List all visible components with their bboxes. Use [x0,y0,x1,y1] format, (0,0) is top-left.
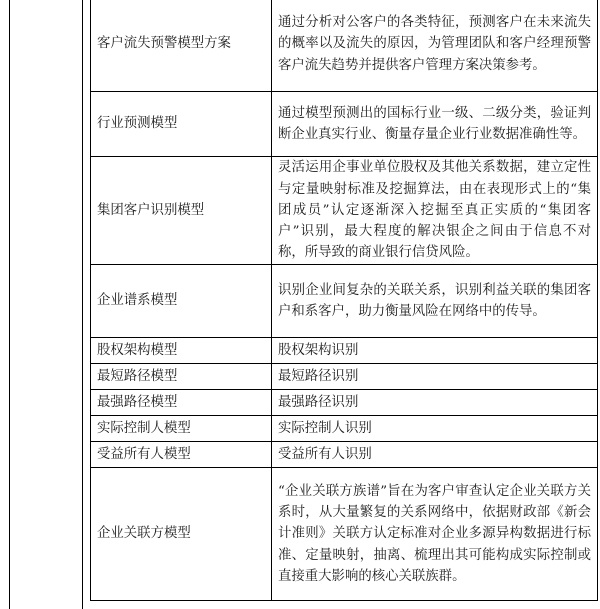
model-name: 股权架构模型 [91,338,272,364]
model-description: 灵活运用企事业单位股权及其他关系数据，建立定性与定量映射标准及挖掘算法，由在表现形式上的“集团成员”认定逐渐深入挖掘至真正实质的“集团客户”识别，最大程度的解决银企之间由于信息不对称，所导致的商业银行信贷风险。 [272,157,598,265]
table-row [91,468,598,601]
table-row [91,92,598,157]
model-description: 受益所有人识别 [272,442,598,468]
outer-column-border [82,0,83,609]
model-name: 最短路径模型 [91,364,272,390]
model-description: 股权架构识别 [272,338,598,364]
table-row [91,338,598,364]
model-description: 最强路径识别 [272,390,598,416]
table-row [91,416,598,442]
model-description: 通过模型预测出的国标行业一级、二级分类，验证判断企业真实行业、衡量存量企业行业数据准确性等。 [272,92,598,157]
model-name: 最强路径模型 [91,390,272,416]
model-name: 客户流失预警模型方案 [91,0,272,92]
model-description: 最短路径识别 [272,364,598,390]
model-table [90,0,598,601]
model-name: 企业谱系模型 [91,265,272,338]
model-name: 集团客户识别模型 [91,157,272,265]
table-row [91,157,598,265]
model-description: 实际控制人识别 [272,416,598,442]
table-row [91,390,598,416]
model-name: 企业关联方模型 [91,468,272,601]
model-name: 实际控制人模型 [91,416,272,442]
table-row [91,442,598,468]
outer-left-border [9,0,10,609]
model-name: 受益所有人模型 [91,442,272,468]
model-description: 通过分析对公客户的各类特征，预测客户在未来流失的概率以及流失的原因，为管理团队和客户经理预警客户流失趋势并提供客户管理方案决策参考。 [272,0,598,92]
model-name: 行业预测模型 [91,92,272,157]
table-row [91,364,598,390]
table-row [91,0,598,92]
model-description: “企业关联方族谱”旨在为客户审查认定企业关联方关系时，从大量繁复的关系网络中，依据财政部《新会计准则》关联方认定标准对企业多源异构数据进行标准、定量映射，抽离、梳理出其可能构成实际控制或直接重大影响的核心关联族群。 [272,468,598,601]
table-row [91,265,598,338]
model-description: 识别企业间复杂的关联关系，识别利益关联的集团客户和系客户，助力衡量风险在网络中的传导。 [272,265,598,338]
